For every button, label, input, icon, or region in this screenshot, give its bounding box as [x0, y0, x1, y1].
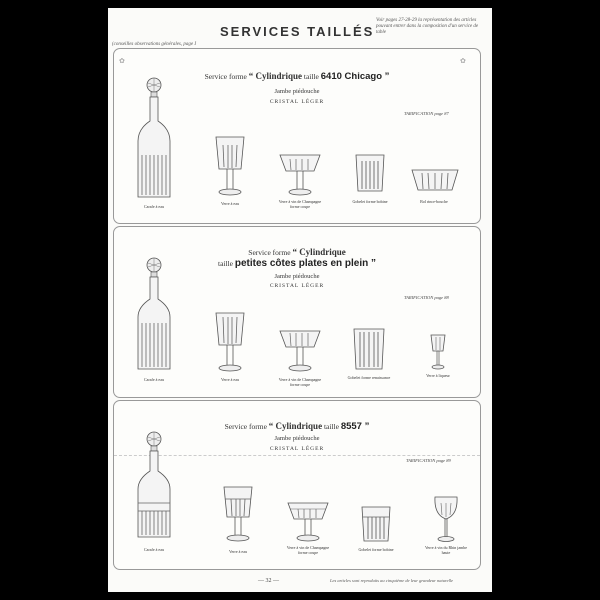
tarification-ref: TARIFICATION page 89: [406, 458, 451, 463]
carafe-illustration: [132, 77, 176, 203]
service-title-line2: taille petites côtes plates en plein ”: [217, 258, 377, 269]
catalog-page: [108, 8, 492, 592]
service-material: CRISTAL LÉGER: [269, 446, 325, 452]
service-title: Service forme “ Cylindrique taille 6410 Chicago ”: [204, 71, 390, 82]
service-panel-1: [113, 48, 481, 224]
champagne-coupe-illustration: [278, 153, 322, 197]
champagne-coupe-illustration: [278, 329, 322, 373]
caption-tumbler: Gobelet forme bobine: [352, 199, 388, 204]
caption-rhine-glass: Verre à vin du Rhin jambe haute: [424, 545, 468, 555]
caption-carafe: Carafe à eau: [144, 547, 164, 552]
service-title: Service forme “ Cylindrique taille 8557 ”: [224, 421, 370, 432]
tumbler-illustration: [354, 153, 386, 193]
page-number: — 32 —: [258, 578, 279, 584]
caption-water-glass: Verre à eau: [221, 377, 239, 382]
caption-champagne: Verre à vin de Champagne forme coupe: [278, 377, 322, 387]
service-panel-2: [113, 226, 481, 398]
caption-tumbler: Gobelet forme bobine: [358, 547, 394, 552]
ornament-icon: ✿: [119, 57, 125, 65]
caption-liqueur: Verre à liqueur: [426, 373, 450, 378]
header-left-note: (conseilles observations générales, page I: [112, 42, 197, 47]
caption-water-glass: Verre à eau: [221, 201, 239, 206]
carafe-illustration: [132, 257, 176, 375]
liqueur-glass-illustration: [428, 333, 448, 371]
service-subtitle: Jambe piédouche: [274, 88, 320, 95]
tarification-ref: TARIFICATION page 87: [404, 111, 449, 116]
water-glass-illustration: [210, 135, 250, 197]
page-title: SERVICES TAILLÉS: [220, 24, 375, 39]
carafe-illustration: [132, 431, 176, 543]
ornament-icon: ✿: [460, 57, 466, 65]
footer-note: Les articles sont reproduits au cinquième de leur grandeur naturelle: [330, 578, 454, 583]
header-right-note: Voir pages 27-28-29 la représentation des articles pouvant entrer dans la composition d'un service de table: [376, 18, 479, 35]
caption-tumbler: Gobelet forme renaissance: [347, 375, 391, 380]
service-title: Service forme “ Cylindrique: [248, 247, 346, 257]
champagne-coupe-illustration: [286, 501, 330, 543]
service-material: CRISTAL LÉGER: [269, 99, 325, 105]
service-subtitle: Jambe piédouche: [274, 435, 320, 442]
caption-champagne: Verre à vin de Champagne forme coupe: [278, 199, 322, 209]
water-glass-illustration: [218, 485, 258, 543]
service-material: CRISTAL LÉGER: [269, 283, 325, 289]
water-glass-illustration: [210, 311, 250, 373]
tumbler-illustration: [360, 505, 392, 543]
tumbler-illustration: [352, 327, 386, 371]
caption-carafe: Carafe à eau: [144, 377, 164, 382]
rhine-wine-glass-illustration: [432, 495, 460, 543]
tarification-ref: TARIFICATION page 88: [404, 295, 449, 300]
caption-champagne: Verre à vin de Champagne forme coupe: [286, 545, 330, 555]
caption-carafe: Carafe à eau: [144, 204, 164, 209]
finger-bowl-illustration: [410, 167, 460, 193]
service-panel-3: [113, 400, 481, 570]
caption-water-glass: Verre à eau: [229, 549, 247, 554]
caption-finger-bowl: Bol rince-bouche: [420, 199, 448, 204]
service-subtitle: Jambe piédouche: [274, 273, 320, 280]
